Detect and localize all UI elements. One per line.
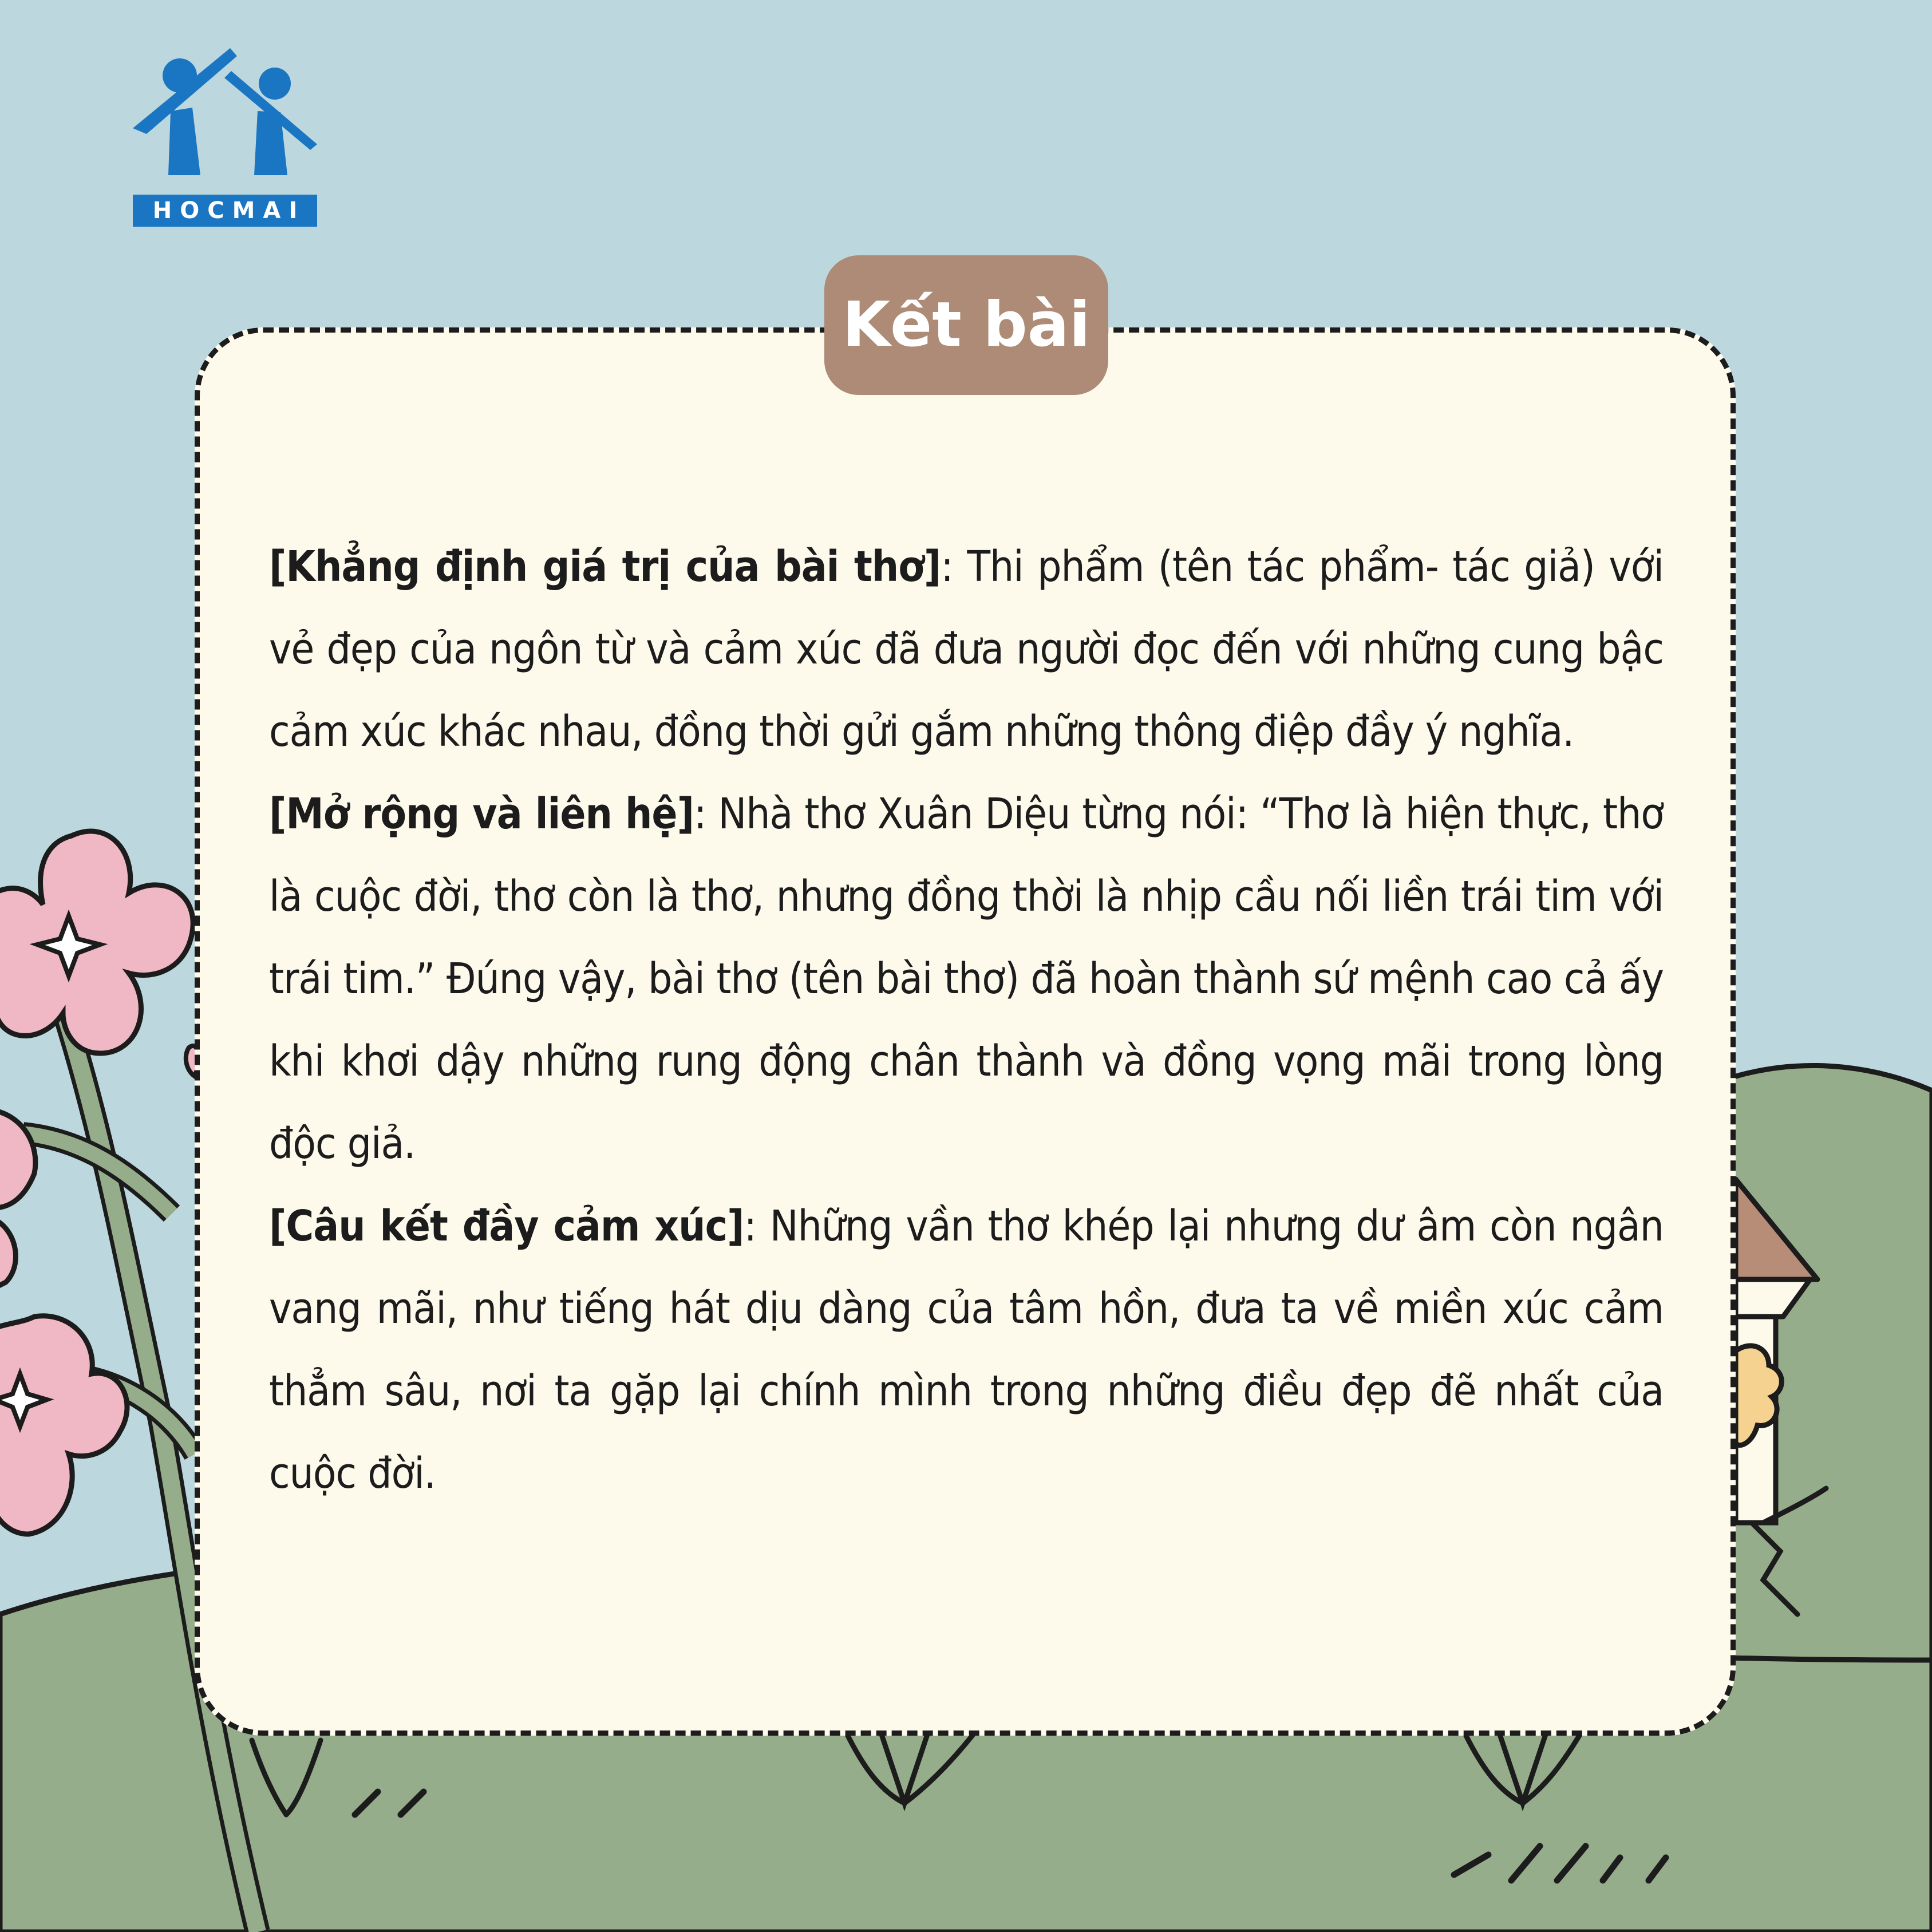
- hocmai-logo-text: HOCMAI: [133, 195, 317, 227]
- section-paragraph: [269, 1185, 1664, 1515]
- card-title: Kết bài: [824, 255, 1108, 395]
- section-text: : Thi phẩm (tên tác phẩm- tác giả) với vẻ đẹp của ngôn từ và cảm xúc đã đưa người đọc đến với những cung bậc cảm xúc khác nhau, đồng thời gửi gắm những thông điệp đầy ý nghĩa.: [269, 542, 1664, 756]
- card-content: [269, 526, 1664, 1515]
- pink-flower-icon: [0, 1316, 127, 1534]
- hocmai-logo: [133, 48, 322, 227]
- section-text: : Những vần thơ khép lại nhưng dư âm còn ngân vang mãi, như tiếng hát dịu dàng của tâm hồn, đưa ta về miền xúc cảm thẳm sâu, nơi ta gặp lại chính mình trong những điều đẹp đẽ nhất của cuộc đời.: [269, 1202, 1664, 1498]
- section-heading: [Câu kết đầy cảm xúc]: [269, 1202, 744, 1251]
- section-paragraph: [269, 526, 1664, 773]
- section-heading: [Mở rộng và liên hệ]: [269, 789, 694, 839]
- hocmai-figures-icon: [133, 48, 322, 195]
- section-text: : Nhà thơ Xuân Diệu từng nói: “Thơ là hiện thực, thơ là cuộc đời, thơ còn là thơ, nhưng đồng thời là nhịp cầu nối liền trái tim với trái tim.” Đúng vậy, bài thơ (tên bài thơ) đã hoàn thành sứ mệnh cao cả ấy khi khơi dậy những rung động chân thành và đồng vọng mãi trong lòng độc giả.: [269, 789, 1664, 1168]
- pink-flower-icon: [0, 831, 193, 1053]
- pink-flower-partial-icon: [0, 1219, 15, 1288]
- section-heading: [Khẳng định giá trị của bài thơ]: [269, 542, 941, 591]
- section-paragraph: [269, 773, 1664, 1185]
